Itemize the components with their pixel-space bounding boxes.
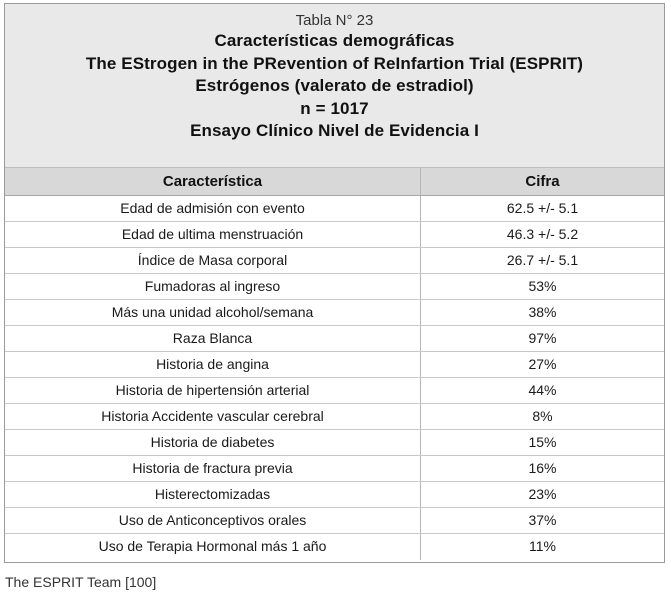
cell-value: 26.7 +/- 5.1 xyxy=(506,252,579,268)
cell-value: 46.3 +/- 5.2 xyxy=(506,226,579,242)
cell-characteristic: Histerectomizadas xyxy=(5,482,421,507)
table-row xyxy=(5,274,664,300)
cell-characteristic: Uso de Anticonceptivos orales xyxy=(5,508,421,533)
table-row xyxy=(5,482,664,508)
cell-value: 27% xyxy=(528,356,557,372)
table-row xyxy=(5,196,664,222)
source-note: The ESPRIT Team [100] xyxy=(5,574,157,590)
cell-value: 38% xyxy=(528,304,557,320)
cell-characteristic: Uso de Terapia Hormonal más 1 año xyxy=(5,534,421,560)
table-row xyxy=(5,326,664,352)
cell-characteristic: Historia de hipertensión arterial xyxy=(5,378,421,403)
cell-characteristic: Historia Accidente vascular cerebral xyxy=(5,404,421,429)
table-row xyxy=(5,456,664,482)
table-sample-size: n = 1017 xyxy=(300,98,369,118)
table-title-block xyxy=(5,4,664,167)
table-row xyxy=(5,508,664,534)
cell-characteristic: Historia de fractura previa xyxy=(5,456,421,481)
cell-characteristic: Edad de admisión con evento xyxy=(5,196,421,221)
cell-value: 44% xyxy=(528,382,557,398)
cell-value: 15% xyxy=(528,434,557,450)
cell-value: 23% xyxy=(528,486,557,502)
table-row xyxy=(5,430,664,456)
cell-characteristic: Historia de diabetes xyxy=(5,430,421,455)
table-row xyxy=(5,300,664,326)
table-row xyxy=(5,404,664,430)
table-trial-name: The EStrogen in the PRevention of ReInfartion Trial (ESPRIT) xyxy=(85,53,584,73)
cell-value: 16% xyxy=(528,460,557,476)
cell-value: 37% xyxy=(528,512,557,528)
table-row xyxy=(5,378,664,404)
table-row xyxy=(5,222,664,248)
table-body xyxy=(5,196,664,560)
table-row xyxy=(5,248,664,274)
cell-value: 8% xyxy=(532,408,553,424)
cell-characteristic: Raza Blanca xyxy=(5,326,421,351)
table-header-row xyxy=(5,167,664,196)
cell-value: 11% xyxy=(529,538,556,554)
cell-value: 97% xyxy=(528,330,557,346)
table-number: Tabla N° 23 xyxy=(295,12,374,29)
data-table xyxy=(4,3,665,563)
table-row xyxy=(5,534,664,560)
cell-value: 53% xyxy=(528,278,557,294)
table-row xyxy=(5,352,664,378)
table-title: Características demográficas xyxy=(214,31,455,50)
cell-characteristic: Fumadoras al ingreso xyxy=(5,274,421,299)
column-header-characteristic: Característica xyxy=(5,168,421,195)
table-evidence-level: Ensayo Clínico Nivel de Evidencia I xyxy=(190,121,479,140)
table-drug: Estrógenos (valerato de estradiol) xyxy=(195,76,474,95)
column-header-value: Cifra xyxy=(525,173,560,190)
cell-characteristic: Índice de Masa corporal xyxy=(5,248,421,273)
cell-characteristic: Edad de ultima menstruación xyxy=(5,222,421,247)
cell-characteristic: Más una unidad alcohol/semana xyxy=(5,300,421,325)
cell-characteristic: Historia de angina xyxy=(5,352,421,377)
cell-value: 62.5 +/- 5.1 xyxy=(506,200,579,216)
